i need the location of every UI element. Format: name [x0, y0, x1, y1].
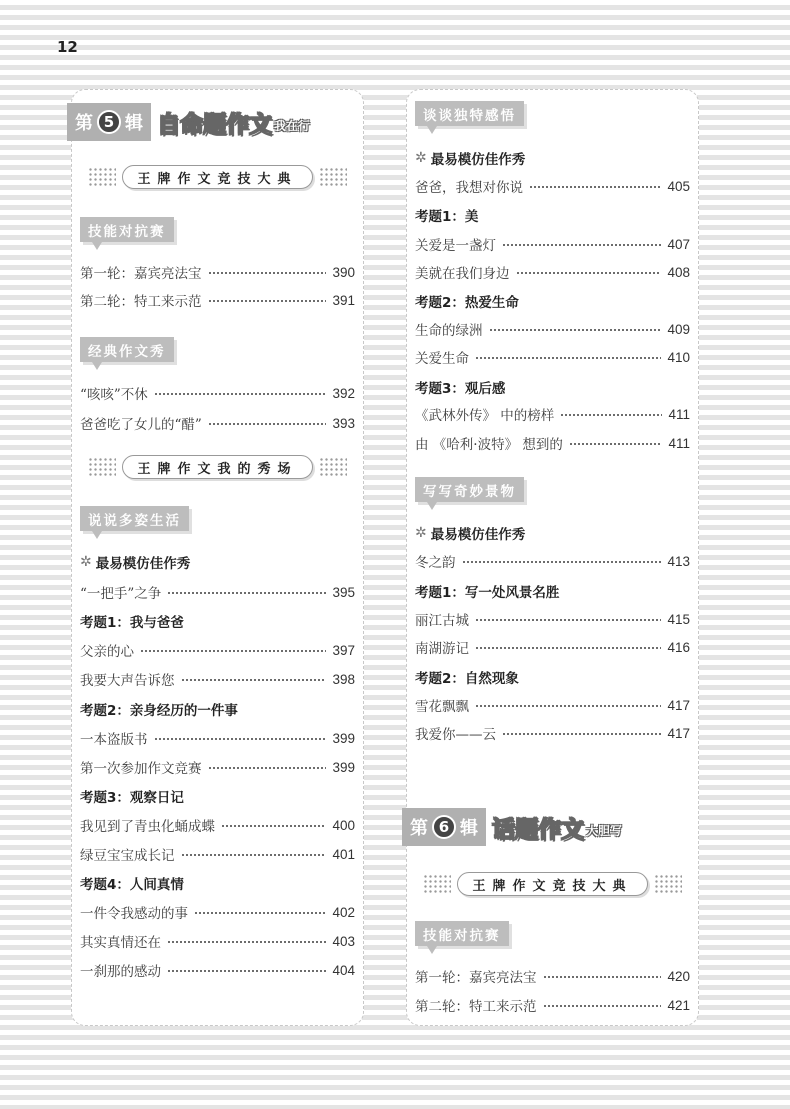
- toc-entry[interactable]: [415, 607, 690, 631]
- topic-name: 人间真情: [129, 877, 184, 893]
- chapter-suffix: 辑: [460, 818, 478, 839]
- leader-dots: [208, 300, 327, 302]
- chapter-suffix: 辑: [125, 113, 143, 134]
- entry-title: 其实真情还在: [80, 935, 161, 951]
- dots-decoration: [654, 874, 682, 894]
- chapter-prefix: 第: [75, 113, 93, 134]
- leader-dots: [475, 647, 661, 649]
- leader-dots: [475, 619, 661, 621]
- toc-entry[interactable]: [80, 260, 355, 284]
- toc-entry[interactable]: [80, 288, 355, 312]
- toc-entry[interactable]: [80, 929, 355, 953]
- entry-title: 父亲的心: [80, 644, 134, 660]
- entry-page: 391: [332, 292, 355, 308]
- toc-entry[interactable]: [80, 813, 355, 837]
- entry-title: 爸爸，我想对你说: [415, 180, 523, 196]
- leader-dots: [194, 912, 326, 914]
- entry-page: 411: [668, 406, 690, 422]
- leader-dots: [208, 272, 327, 274]
- topic-label: 考题1：: [415, 585, 465, 601]
- model-essay-heading: [415, 146, 525, 170]
- leader-dots: [475, 357, 661, 359]
- chapter-5-header: [67, 103, 310, 141]
- leader-dots: [502, 244, 661, 246]
- entry-title: 关爱生命: [415, 351, 469, 367]
- leader-dots: [543, 1005, 662, 1007]
- entry-page: 420: [667, 968, 690, 984]
- entry-page: 399: [332, 730, 355, 746]
- banner-title: 王牌作文我的秀场: [122, 455, 312, 479]
- entry-title: 第二轮：特工来示范: [80, 294, 202, 310]
- dots-decoration: [423, 874, 451, 894]
- toc-entry[interactable]: [80, 638, 355, 662]
- entry-page: 415: [667, 611, 690, 627]
- toc-entry[interactable]: [80, 958, 355, 982]
- topic-label: 考题2：: [415, 671, 465, 687]
- leader-dots: [208, 767, 327, 769]
- leader-dots: [167, 970, 326, 972]
- leader-dots: [489, 329, 662, 331]
- leader-dots: [208, 423, 327, 425]
- chapter-number: 5: [97, 110, 121, 134]
- entry-page: 403: [332, 933, 355, 949]
- leader-dots: [167, 592, 326, 594]
- chapter-label: [402, 808, 486, 846]
- entry-title: 一本盗版书: [80, 732, 148, 748]
- entry-title: 《武林外传》 中的榜样: [415, 408, 555, 424]
- entry-page: 400: [332, 817, 355, 833]
- entry-page: 413: [667, 553, 690, 569]
- entry-page: 405: [667, 178, 690, 194]
- section-tag: 说说多姿生活: [80, 506, 189, 531]
- entry-title: 冬之韵: [415, 555, 456, 571]
- dots-decoration: [88, 457, 116, 477]
- page-number: 12: [57, 38, 78, 56]
- leader-dots: [529, 186, 661, 188]
- entry-title: 我要大声告诉您: [80, 673, 175, 689]
- topic-name: 美: [464, 209, 479, 225]
- entry-title: 我爱你——云: [415, 727, 496, 743]
- toc-entry[interactable]: [415, 693, 690, 717]
- dots-decoration: [319, 167, 347, 187]
- entry-page: 401: [332, 846, 355, 862]
- toc-entry[interactable]: [415, 232, 690, 256]
- chapter-6-header: [402, 808, 622, 846]
- exam-topic: [80, 784, 184, 808]
- leader-dots: [502, 733, 661, 735]
- section-tag: 技能对抗赛: [80, 217, 174, 242]
- entry-page: 421: [667, 997, 690, 1013]
- section-tag: 谈谈独特感悟: [415, 101, 524, 126]
- entry-page: 399: [332, 759, 355, 775]
- topic-name: 观后感: [464, 381, 506, 397]
- model-label: 最易模仿佳作秀: [95, 556, 191, 572]
- leader-dots: [181, 854, 327, 856]
- leader-dots: [154, 393, 327, 395]
- entry-title: 第一轮：嘉宾亮法宝: [415, 970, 537, 986]
- exam-topic: [80, 871, 184, 895]
- toc-entry[interactable]: [80, 755, 355, 779]
- section-tag: 技能对抗赛: [415, 921, 509, 946]
- entry-page: 402: [332, 904, 355, 920]
- topic-label: 考题1：: [80, 615, 130, 631]
- dots-decoration: [319, 457, 347, 477]
- exam-topic: [415, 289, 519, 313]
- entry-page: 397: [332, 642, 355, 658]
- left-column: [71, 89, 364, 1026]
- model-essay-heading: [415, 521, 525, 545]
- leader-dots: [560, 414, 662, 416]
- entry-page: 407: [667, 236, 690, 252]
- topic-label: 考题1：: [415, 209, 465, 225]
- model-essay-heading: [80, 550, 190, 574]
- leader-dots: [543, 976, 662, 978]
- entry-page: 404: [332, 962, 355, 978]
- entry-title: 第二轮：特工来示范: [415, 999, 537, 1015]
- banner-title: 王牌作文竞技大典: [122, 165, 312, 189]
- leader-dots: [221, 825, 326, 827]
- entry-title: 南湖游记: [415, 641, 469, 657]
- toc-entry[interactable]: [415, 174, 690, 198]
- entry-title: 雪花飘飘: [415, 699, 469, 715]
- topic-name: 自然现象: [464, 671, 519, 687]
- topic-name: 我与爸爸: [129, 615, 184, 631]
- entry-title: 一件令我感动的事: [80, 906, 188, 922]
- topic-name: 写一处风景名胜: [464, 585, 560, 601]
- toc-entry[interactable]: [80, 580, 355, 604]
- leader-dots: [140, 650, 326, 652]
- model-label: 最易模仿佳作秀: [430, 152, 526, 168]
- topic-label: 考题3：: [80, 790, 130, 806]
- toc-entry[interactable]: [415, 635, 690, 659]
- toc-entry[interactable]: [80, 726, 355, 750]
- banner-title: 王牌作文竞技大典: [457, 872, 647, 896]
- banner-competition: [421, 871, 684, 897]
- toc-entry[interactable]: [415, 721, 690, 745]
- leader-dots: [516, 272, 662, 274]
- entry-title: 丽江古城: [415, 613, 469, 629]
- entry-title: 爸爸吃了女儿的“醋”: [80, 417, 202, 433]
- entry-title: 我见到了青虫化蛹成蝶: [80, 819, 215, 835]
- topic-label: 考题4：: [80, 877, 130, 893]
- entry-page: 417: [667, 697, 690, 713]
- chapter-number: 6: [432, 815, 456, 839]
- entry-page: 390: [332, 264, 355, 280]
- toc-entry[interactable]: [415, 549, 690, 573]
- exam-topic: [415, 375, 505, 399]
- section-tag: 写写奇妙景物: [415, 477, 524, 502]
- exam-topic: [415, 203, 478, 227]
- topic-label: 考题2：: [415, 295, 465, 311]
- toc-entry[interactable]: [80, 381, 355, 405]
- section-tag: 经典作文秀: [80, 337, 174, 362]
- banner-competition: [86, 164, 349, 190]
- toc-entry[interactable]: [415, 431, 690, 455]
- entry-title: 第一次参加作文竞赛: [80, 761, 202, 777]
- toc-entry[interactable]: [415, 345, 690, 369]
- entry-title: “咳咳”不休: [80, 387, 148, 403]
- leader-dots: [181, 679, 327, 681]
- entry-title: 生命的绿洲: [415, 323, 483, 339]
- leader-dots: [154, 738, 327, 740]
- entry-page: 416: [667, 639, 690, 655]
- toc-entry[interactable]: [80, 411, 355, 435]
- toc-entry[interactable]: [415, 317, 690, 341]
- chapter-prefix: 第: [410, 818, 428, 839]
- leader-dots: [569, 443, 663, 445]
- leader-dots: [462, 561, 662, 563]
- entry-page: 409: [667, 321, 690, 337]
- topic-name: 亲身经历的一件事: [129, 703, 238, 719]
- exam-topic: [80, 609, 184, 633]
- gear-icon: ✲: [80, 554, 92, 570]
- leader-dots: [167, 941, 326, 943]
- entry-title: “一把手”之争: [80, 586, 162, 602]
- toc-entry[interactable]: [80, 667, 355, 691]
- entry-page: 411: [668, 435, 690, 451]
- entry-page: 395: [332, 584, 355, 600]
- toc-entry[interactable]: [415, 993, 690, 1017]
- chapter-title: 话题作文: [492, 816, 584, 843]
- chapter-label: [67, 103, 151, 141]
- entry-title: 一刹那的感动: [80, 964, 161, 980]
- banner-showcase: [86, 454, 349, 480]
- chapter-subtitle: 大胆写: [586, 824, 623, 838]
- entry-title: 美就在我们身边: [415, 266, 510, 282]
- entry-page: 398: [332, 671, 355, 687]
- toc-entry[interactable]: [80, 900, 355, 924]
- entry-title: 第一轮：嘉宾亮法宝: [80, 266, 202, 282]
- entry-title: 由 《哈利·波特》 想到的: [415, 437, 563, 453]
- entry-page: 410: [667, 349, 690, 365]
- leader-dots: [475, 705, 661, 707]
- topic-name: 观察日记: [129, 790, 184, 806]
- topic-label: 考题2：: [80, 703, 130, 719]
- topic-name: 热爱生命: [464, 295, 519, 311]
- entry-page: 417: [667, 725, 690, 741]
- model-label: 最易模仿佳作秀: [430, 527, 526, 543]
- gear-icon: ✲: [415, 150, 427, 166]
- chapter-title: 自命题作文: [157, 111, 272, 138]
- exam-topic: [415, 579, 559, 603]
- entry-page: 393: [332, 415, 355, 431]
- gear-icon: ✲: [415, 525, 427, 541]
- entry-page: 408: [667, 264, 690, 280]
- dots-decoration: [88, 167, 116, 187]
- toc-entry[interactable]: [80, 842, 355, 866]
- exam-topic: [415, 665, 519, 689]
- entry-title: 关爱是一盏灯: [415, 238, 496, 254]
- chapter-subtitle: 我在行: [274, 119, 311, 133]
- entry-title: 绿豆宝宝成长记: [80, 848, 175, 864]
- topic-label: 考题3：: [415, 381, 465, 397]
- toc-entry[interactable]: [415, 260, 690, 284]
- toc-entry[interactable]: [415, 402, 690, 426]
- entry-page: 392: [332, 385, 355, 401]
- right-column: [406, 89, 699, 1026]
- exam-topic: [80, 697, 238, 721]
- toc-entry[interactable]: [415, 964, 690, 988]
